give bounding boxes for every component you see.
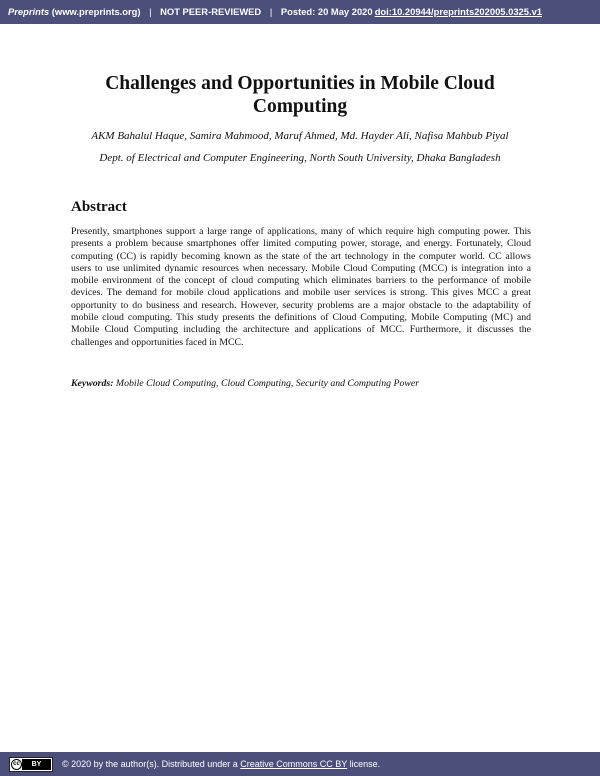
keywords-label: Keywords: [71, 378, 114, 389]
abstract-text: Presently, smartphones support a large range of applications, many of which require high computing power. This presents a problem because smartphones offer limited computing power, storage, and energy. Fortunately, Cloud computing (CC) is rapidly becoming known as the state of the art technology in the computer world. CC allows users to use unlimited dynamic resources when necessary. Mobile Cloud Computing (MCC) is integration into a mobile environment of the concept of cloud computing which eliminates barriers to the performance of mobile devices. The demand for mobile cloud applications and mobile user services is strong. This gives MCC a great opportunity to do business and research. However, security problems are a major obstacle to the adaptability of mobile cloud computing. This study presents the definitions of Cloud Computing, Mobile Computing (MC) and Mobile Cloud Computing including the architecture and applications of MCC. Furthermore, it discusses the challenges and opportunities faced in MCC. [71, 226, 531, 348]
abstract-heading: Abstract [71, 199, 127, 215]
license-suffix: license. [347, 759, 381, 769]
preprints-brand-link[interactable]: Preprints [8, 6, 50, 17]
posted-date: Posted: 20 May 2020 [280, 6, 373, 17]
license-text [62, 759, 380, 769]
paper-affiliation: Dept. of Electrical and Computer Engineering, North South University, Dhaka Bangladesh [99, 152, 501, 164]
header-left [8, 6, 373, 17]
creative-commons-link[interactable]: Creative Commons CC BY [240, 759, 348, 769]
attribution-icon: BY [22, 759, 51, 770]
header-separator: | [269, 6, 273, 17]
paper-title: Challenges and Opportunities in Mobile Cloud Computing [105, 73, 495, 117]
keywords-line [71, 378, 531, 389]
doi-link[interactable]: doi:10.20944/preprints202005.0325.v1 [374, 6, 542, 17]
header-separator: | [149, 6, 152, 17]
paper-authors: AKM Bahalul Haque, Samira Mahmood, Maruf Ahmed, Md. Hayder Ali, Nafisa Mahbub Piyal [91, 130, 509, 142]
preprints-site-link[interactable]: (www.preprints.org) [51, 6, 141, 17]
peer-review-status: NOT PEER-REVIEWED [160, 6, 262, 17]
copyright-text: © 2020 by the author(s). Distributed under a [62, 759, 241, 769]
license-footer-bar [0, 752, 600, 776]
creative-commons-icon: cc [11, 759, 22, 770]
header-right [375, 6, 542, 17]
preprint-header-bar [0, 0, 600, 24]
keywords-list: Mobile Cloud Computing, Cloud Computing, Security and Computing Power [115, 378, 420, 389]
cc-by-license-icon[interactable] [9, 757, 53, 772]
